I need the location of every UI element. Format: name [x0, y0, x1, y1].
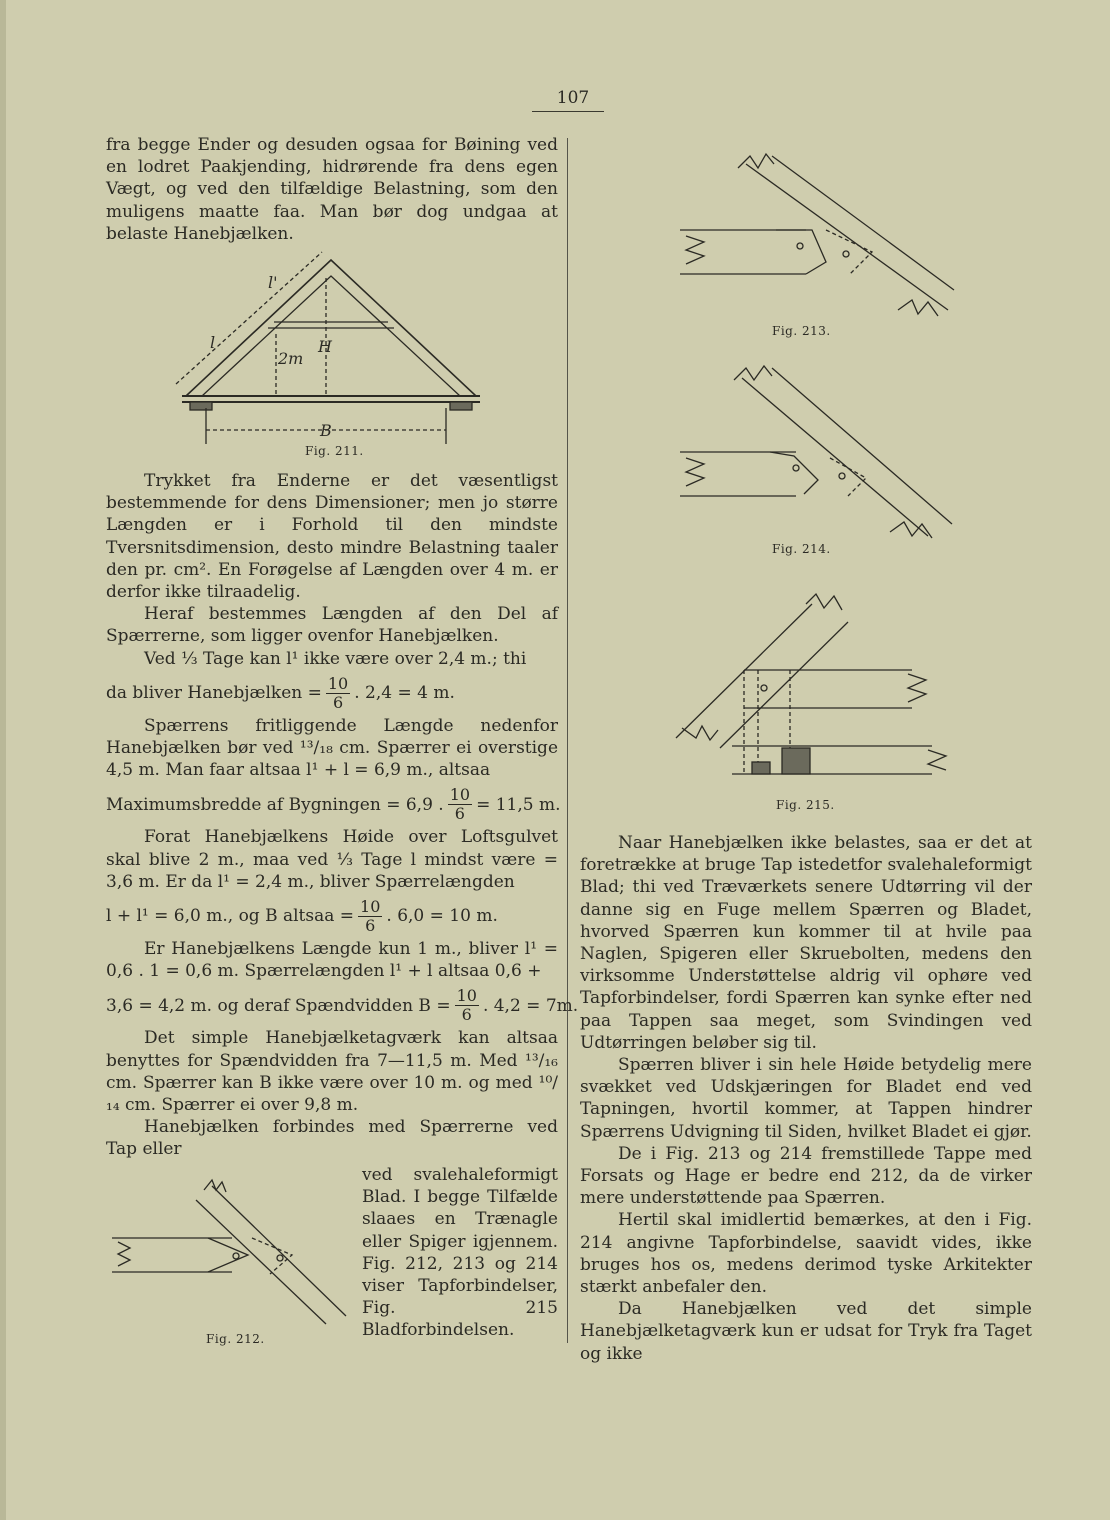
- left-text-p4: Ved ⅓ Tage kan l¹ ikke være over 2,4 m.; thi: [144, 648, 527, 669]
- eq2-pre: Maximumsbredde af Bygningen = 6,9 .: [106, 794, 444, 815]
- eq3-post: . 6,0 = 10 m.: [386, 906, 498, 927]
- eq4-pre: 3,6 = 4,2 m. og deraf Spændvidden B =: [106, 995, 451, 1016]
- equation-2: [106, 785, 561, 824]
- eq1-post: . 2,4 = 4 m.: [354, 683, 455, 704]
- eq4-post: . 4,2 = 7m.: [482, 995, 579, 1016]
- right-text-p4: Hertil skal imidlertid bemærkes, at den i Fig. 214 angivne Tapforbindelse, saavidt vides, ikke bruges hos os, medens derimod tyske Arkitekter stærkt anbefaler den.: [580, 1210, 1032, 1298]
- fig211-label-H: H: [318, 337, 332, 356]
- page-edge: [0, 0, 6, 1520]
- left-text-p5: Spærrens fritliggende Længde nedenfor Hanebjælken bør ved ¹³/₁₈ cm. Spærrer ei overstige 4,5 m. Man faar altsaa l¹ + l = 6,9 m., altsaa: [106, 715, 558, 781]
- left-body: [106, 470, 579, 1161]
- fig211-label-l: l: [210, 333, 216, 352]
- eq3-pre: l + l¹ = 6,0 m., og B altsaa =: [106, 906, 355, 927]
- fig211-label-l1: l': [268, 273, 278, 292]
- eq4-num: 10: [456, 986, 477, 1006]
- eq1-num: 10: [327, 673, 349, 693]
- fig211-caption: Fig. 211.: [305, 444, 364, 458]
- fig212-caption: Fig. 212.: [206, 1332, 265, 1346]
- column-divider: [567, 138, 568, 1343]
- fig215-caption: Fig. 215.: [776, 798, 835, 812]
- eq3-den: 6: [365, 916, 376, 936]
- right-text-p2: Spærren bliver i sin hele Høide betydelig mere svækket ved Udskjæringen for Bladet end ved Tapningen, hvortil kommer, at Tappen hindrer Spærrens Udvigning til Siden, hvilket Bladet ei gjør.: [580, 1055, 1032, 1142]
- fig211-label-B: B: [320, 421, 332, 440]
- right-text-p1: Naar Hanebjælken ikke belastes, saa er det at foretrække at bruge Tap istedetfor svalehaleformigt Blad; thi ved Træværkets senere Udtørring vil der danne sig en Fuge mellem Spærren og Bladet, hvorved Spærren kun kommer til at hvile paa Naglen, Spigeren eller Skruebolten, medens den virksomme Understøttelse aldrig vil ophøre ved Tapforbindelser, fordi Spærren kan synke efter ned paa Tappen saa meget, som Svindingen ved Udtørringen beløber sig til.: [580, 833, 1032, 1053]
- eq2-den: 6: [454, 804, 465, 824]
- left-wrap-text: ved svalehaleformigt Blad. I begge Tilfælde slaaes en Trænagle eller Spiger igjennem. Fig. 212, 213 og 214 viser Tapforbindelser, Fig. 215 Bladforbindelsen.: [362, 1165, 558, 1341]
- left-text-p1: fra begge Ender og desuden ogsaa for Bøining ved en lodret Paakjending, hidrørende fra dens egen Vægt, og ved den tilfældige Belastning, som den muligens maatte faa. Man bør dog undgaa at belaste Hanebjælken.: [106, 135, 558, 244]
- page-number: 107: [556, 88, 590, 108]
- right-text-p3: De i Fig. 213 og 214 fremstillede Tappe med Forsats og Hage er bedre end 212, da de virker mere understøttende paa Spærren.: [580, 1143, 1032, 1209]
- fig211-label-2m: 2m: [278, 349, 304, 368]
- eq4-fraction: [455, 988, 479, 1023]
- right-body: [580, 832, 1032, 1365]
- eq1-fraction: [326, 673, 350, 712]
- fig213-caption: Fig. 213.: [772, 324, 831, 338]
- figure-212: [112, 1176, 358, 1326]
- equation-3: [106, 899, 558, 934]
- eq2-post: = 11,5 m.: [476, 794, 561, 815]
- fig214-caption: Fig. 214.: [772, 542, 831, 556]
- eq2-num: 10: [449, 785, 471, 805]
- eq1-pre: da bliver Hanebjælken =: [106, 683, 322, 704]
- figure-214: [676, 364, 966, 544]
- figure-211: [176, 248, 486, 448]
- left-text-p9: Hanebjælken forbindes med Spærrerne ved Tap eller: [106, 1117, 558, 1160]
- eq3-num: 10: [360, 897, 381, 917]
- equation-4: [106, 986, 579, 1025]
- figure-215: [672, 588, 962, 788]
- left-text-p7: Er Hanebjælkens Længde kun 1 m., bliver l¹ = 0,6 . 1 = 0,6 m. Spærrelængden l¹ + l altsaa 0,6 +: [106, 939, 558, 982]
- page-number-rule: [532, 111, 604, 112]
- left-text-p2: Trykket fra Enderne er det væsentligst bestemmende for dens Dimensioner; men jo større Længden er i Forhold til den mindste Tversnitsdimension, desto mindre Belastning taaler den pr. cm². En Forøgelse af Længden over 4 m. er derfor ikke tilraadelig.: [106, 471, 558, 603]
- left-text-p8: Det simple Hanebjælketagværk kan altsaa benyttes for Spændvidden fra 7—11,5 m. Med ¹³/₁₆ cm. Spærrer kan B ikke være over 10 m. og med ¹⁰/₁₄ cm. Spærrer ei over 9,8 m.: [106, 1028, 558, 1116]
- left-text-p6: Forat Hanebjælkens Høide over Loftsgulvet skal blive 2 m., maa ved ⅓ Tage l mindst være = 3,6 m. Er da l¹ = 2,4 m., bliver Spærrelængden: [106, 827, 558, 892]
- eq2-fraction: [448, 787, 472, 822]
- left-paragraph-1: [106, 134, 558, 245]
- figure-213: [676, 150, 966, 325]
- equation-1: [106, 673, 558, 712]
- right-text-p5: Da Hanebjælken ved det simple Hanebjælketagværk kun er udsat for Tryk fra Taget og ikke: [580, 1299, 1032, 1364]
- eq3-fraction: [358, 899, 382, 934]
- eq4-den: 6: [461, 1005, 472, 1025]
- eq1-den: 6: [332, 692, 344, 712]
- left-text-p3: Heraf bestemmes Længden af den Del af Spærrerne, som ligger ovenfor Hanebjælken.: [106, 604, 558, 647]
